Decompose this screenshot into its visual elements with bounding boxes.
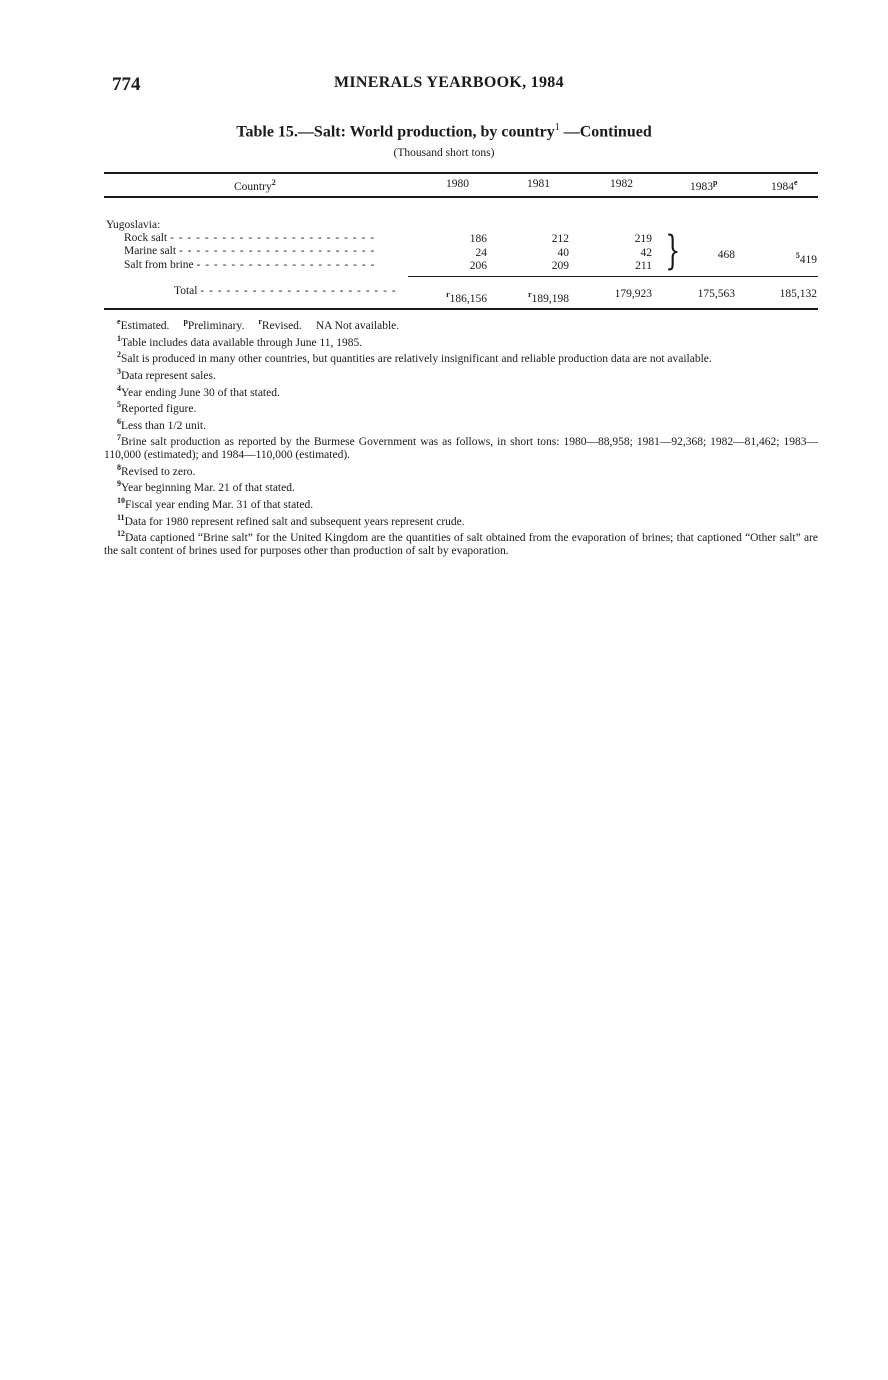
- cell-total-1984: 185,132: [779, 288, 817, 300]
- table-title-footnote-ref: 1: [554, 122, 560, 133]
- column-header-1980: 1980: [446, 178, 469, 190]
- footnote-legend: $^e$Estimated. $^p$Preliminary. $^r$Revised. NA Not available.: [117, 317, 400, 332]
- column-header-1981: 1981: [527, 178, 550, 190]
- cell-yugoslavia-1983: 468: [717, 249, 735, 261]
- row-label-marine-salt: Marine salt - - - - - - - - - - - - - - - - - - - - - - -: [124, 245, 376, 257]
- grouping-brace: }: [665, 228, 681, 274]
- table-title-continued: —Continued: [559, 123, 652, 141]
- cell-rock-salt-1980: 186: [469, 233, 487, 245]
- column-header-1984: 1984e: [771, 178, 798, 193]
- cell-rock-salt-1981: 212: [551, 233, 569, 245]
- row-label-salt-from-brine: Salt from brine - - - - - - - - - - - - - - - - - - - - -: [124, 259, 376, 271]
- footnote-10: $^{10}$Fiscal year ending Mar. 31 of that stated.: [117, 496, 314, 511]
- footnote-2: $^2$Salt is produced in many other countries, but quantities are relatively insignificant and reliable production data are not available.: [117, 350, 712, 366]
- footnote-5: $^5$Reported figure.: [117, 400, 197, 415]
- footnote-3: $^3$Data represent sales.: [117, 366, 216, 382]
- cell-marine-salt-1982: 42: [640, 247, 652, 259]
- cell-salt-from-brine-1981: 209: [551, 260, 569, 272]
- cell-total-1983: 175,563: [697, 288, 735, 300]
- footnote-8: $^8$Revised to zero.: [117, 462, 196, 478]
- footnote-11: $^{11}$Data for 1980 represent refined salt and subsequent years represent crude.: [117, 512, 465, 528]
- table-title-text: Table 15.—Salt: World production, by country: [236, 123, 555, 141]
- cell-marine-salt-1981: 40: [557, 247, 569, 259]
- row-label-total: Total - - - - - - - - - - - - - - - - - - - - - - -: [174, 285, 397, 297]
- table-subtitle: (Thousand short tons): [393, 147, 495, 159]
- column-header-1983: 1983$^p$: [690, 178, 718, 193]
- cell-marine-salt-1980: 24: [475, 247, 487, 259]
- table-header-rule: [104, 196, 818, 198]
- cell-salt-from-brine-1982: 211: [635, 260, 652, 272]
- table-top-rule: [104, 172, 818, 174]
- footnote-4: $^4$Year ending June 30 of that stated.: [117, 383, 280, 399]
- table-bottom-rule: [104, 308, 818, 310]
- group-label-yugoslavia: Yugoslavia:: [106, 219, 161, 231]
- cell-total-1981: $^r$189,198: [528, 290, 569, 305]
- footnote-ref-5: 5: [795, 251, 800, 260]
- page-number: 774: [112, 74, 141, 95]
- table-total-rule: [408, 276, 818, 277]
- column-header-1982: 1982: [610, 178, 633, 190]
- revised-marker: r: [446, 290, 450, 299]
- footnote-9: $^9$Year beginning Mar. 21 of that stated.: [117, 479, 295, 495]
- footnote-1: $^1$Table includes data available through June 11, 1985.: [117, 333, 363, 349]
- cell-salt-from-brine-1980: 206: [469, 260, 487, 272]
- revised-marker: r: [528, 290, 532, 299]
- footnote-12: $^{12}$Data captioned “Brine salt” for the United Kingdom are the quantities of salt obtained from the evaporation of brines; that captioned “Other salt” are the salt content of brines used for purposes other than production of salt by evaporation.: [104, 529, 818, 557]
- row-label-rock-salt: Rock salt - - - - - - - - - - - - - - - - - - - - - - - -: [124, 232, 376, 244]
- cell-total-1980: $^r$186,156: [446, 290, 487, 305]
- footnote-7: $^7$Brine salt production as reported by the Burmese Government was as follows, in short tons: 1980—88,958; 1981—92,368; 1982—81,462; 1983—110,000 (estimated); and 1984—110,000 (estimated).: [104, 433, 818, 461]
- column-header-country: Country$^2$: [234, 178, 276, 193]
- footnotes: [104, 316, 818, 558]
- table-title: [0, 122, 888, 141]
- cell-yugoslavia-1984: $^5$419: [795, 251, 817, 266]
- cell-total-1982: 179,923: [614, 288, 652, 300]
- running-title: MINERALS YEARBOOK, 1984: [334, 74, 564, 91]
- cell-rock-salt-1982: 219: [634, 233, 652, 245]
- footnote-6: $^6$Less than 1/2 unit.: [117, 416, 206, 432]
